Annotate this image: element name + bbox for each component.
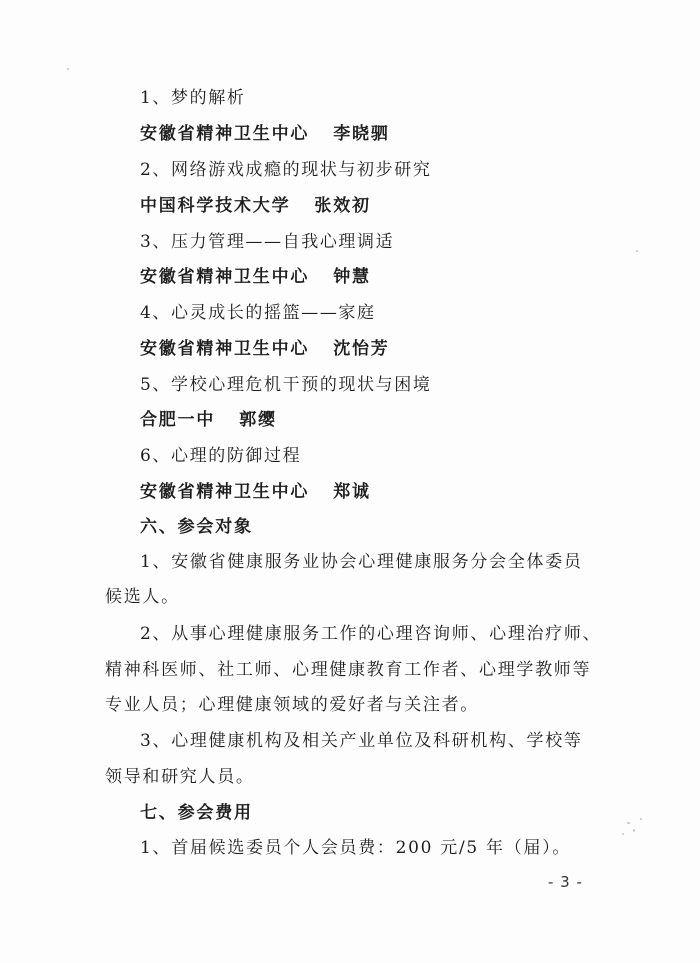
- topic-5-org: 合肥一中: [140, 410, 216, 430]
- section-6-item-3-line-2: 领导和研究人员。: [105, 767, 255, 787]
- scan-speck: [633, 829, 635, 832]
- page-number: - 3 -: [548, 873, 583, 891]
- section-6-item-3-line-1: 3、心理健康机构及相关产业单位及科研机构、学校等: [140, 731, 583, 751]
- section-7-item-1: 1、首届候选委员个人会员费：200 元/5 年（届）。: [140, 838, 572, 858]
- topic-4-title: 4、心灵成长的摇篮——家庭: [140, 303, 376, 323]
- topic-3-presenter: [140, 266, 371, 288]
- topic-1-presenter: [140, 123, 390, 145]
- topic-2-title: 2、网络游戏成瘾的现状与初步研究: [140, 160, 432, 180]
- topic-2-org: 中国科学技术大学: [140, 196, 291, 216]
- section-6-item-1-line-2: 候选人。: [105, 587, 180, 607]
- topic-4-speaker: 沈怡芳: [333, 339, 390, 359]
- scan-speck: [622, 833, 624, 835]
- topic-4-presenter: [140, 338, 390, 360]
- topic-4-org: 安徽省精神卫生中心: [140, 339, 310, 359]
- scan-speck: [640, 818, 642, 820]
- topic-1-org: 安徽省精神卫生中心: [140, 124, 310, 144]
- topic-5-presenter: [140, 409, 277, 431]
- section-6-item-2-line-1: 2、从事心理健康服务工作的心理咨询师、心理治疗师、: [140, 624, 602, 644]
- scan-speck: [636, 250, 638, 252]
- section-6-item-2-line-3: 专业人员；心理健康领域的爱好者与关注者。: [105, 695, 479, 715]
- section-6-item-2-line-2: 精神科医师、社工师、心理健康教育工作者、心理学教师等: [105, 660, 592, 680]
- scan-speck: [67, 68, 69, 70]
- section-7-heading: 七、参会费用: [140, 803, 253, 823]
- topic-3-speaker: 钟慧: [333, 267, 371, 287]
- topic-1-speaker: 李晓驷: [333, 124, 390, 144]
- topic-3-org: 安徽省精神卫生中心: [140, 267, 310, 287]
- topic-6-org: 安徽省精神卫生中心: [140, 482, 310, 502]
- topic-5-speaker: 郭缨: [239, 410, 277, 430]
- topic-2-presenter: [140, 195, 371, 217]
- topic-6-presenter: [140, 481, 371, 503]
- topic-6-title: 6、心理的防御过程: [140, 446, 302, 466]
- section-6-item-1-line-1: 1、安徽省健康服务业协会心理健康服务分会全体委员: [140, 552, 583, 572]
- topic-2-speaker: 张效初: [314, 196, 371, 216]
- topic-5-title: 5、学校心理危机干预的现状与困境: [140, 375, 432, 395]
- topic-1-title: 1、梦的解析: [140, 88, 246, 108]
- section-6-heading: 六、参会对象: [140, 517, 253, 537]
- scan-speck: [627, 822, 630, 824]
- topic-3-title: 3、压力管理——自我心理调适: [140, 232, 395, 252]
- topic-6-speaker: 郑诚: [333, 482, 371, 502]
